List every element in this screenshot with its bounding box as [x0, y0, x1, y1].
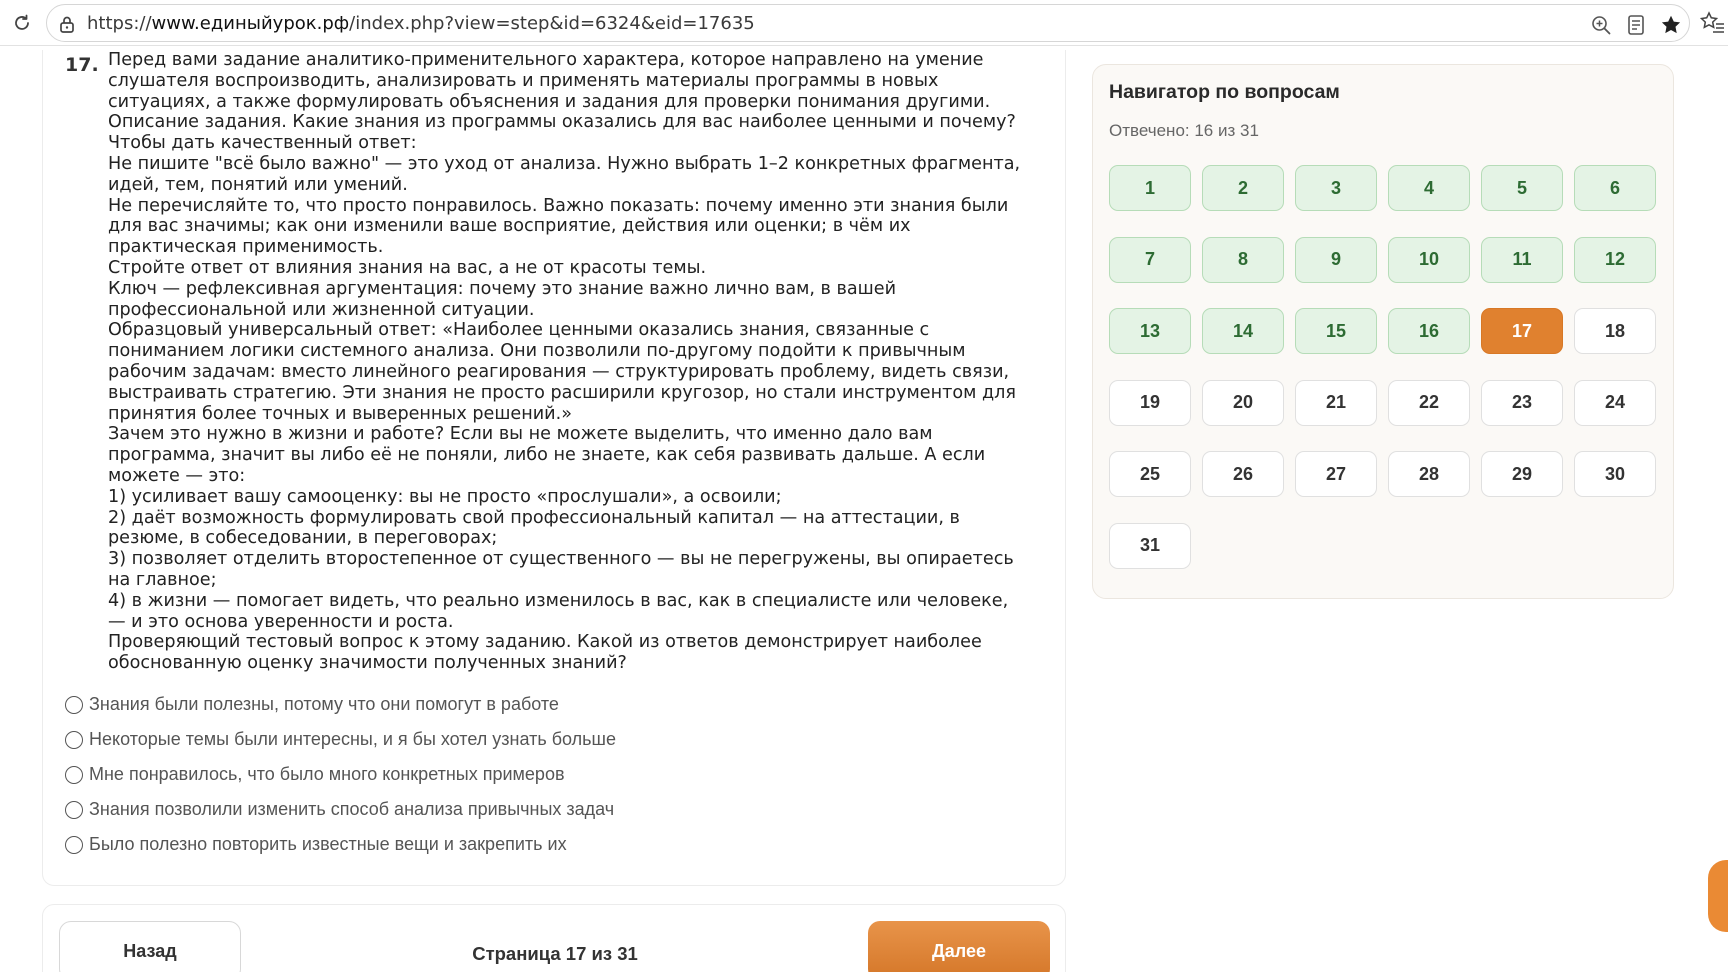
question-nav-button-16[interactable]: 16 [1388, 308, 1470, 354]
back-button[interactable]: Назад [59, 921, 241, 972]
question-text-line: рабочим задачам: вместо линейного реагирования — структурировать проблему, видеть связи, [108, 361, 1010, 382]
question-nav-button-8[interactable]: 8 [1202, 237, 1284, 283]
answer-option[interactable] [65, 722, 1045, 757]
question-nav-button-28[interactable]: 28 [1388, 451, 1470, 497]
url-text[interactable] [87, 5, 755, 43]
question-text-line: выстраивать стратегию. Эти знания не просто расширили кругозор, но стали инструментом для [108, 382, 1016, 403]
question-text-line: Не перечисляйте то, что просто понравилось. Важно показать: почему именно эти знания были [108, 195, 1009, 216]
question-nav-button-4[interactable]: 4 [1388, 165, 1470, 211]
question-nav-button-17[interactable]: 17 [1481, 308, 1563, 354]
question-text-line: Проверяющий тестовый вопрос к этому заданию. Какой из ответов демонстрирует наиболее [108, 632, 982, 653]
answer-options [65, 687, 1045, 862]
question-text-line: Описание задания. Какие знания из программы оказались для вас наиболее ценными и почему? [108, 112, 1016, 133]
question-nav-button-10[interactable]: 10 [1388, 237, 1470, 283]
answer-option[interactable] [65, 827, 1045, 862]
question-nav-button-9[interactable]: 9 [1295, 237, 1377, 283]
address-bar[interactable] [46, 4, 1690, 42]
answer-option[interactable] [65, 792, 1045, 827]
question-text-line: практическая применимость. [108, 237, 384, 258]
question-text-line: Чтобы дать качественный ответ: [108, 133, 417, 154]
navigator-title: Навигатор по вопросам [1109, 81, 1340, 103]
question-text-line: 3) позволяет отделить второстепенное от существенного — вы не перегружены, вы опираетесь [108, 549, 1014, 570]
question-nav-button-20[interactable]: 20 [1202, 380, 1284, 426]
question-nav-button-3[interactable]: 3 [1295, 165, 1377, 211]
question-nav-button-13[interactable]: 13 [1109, 308, 1191, 354]
question-nav-button-7[interactable]: 7 [1109, 237, 1191, 283]
question-text-line: 4) в жизни — помогает видеть, что реально изменилось в вас, как в специалисте или человеке, [108, 590, 1009, 611]
question-nav-button-14[interactable]: 14 [1202, 308, 1284, 354]
answer-option[interactable] [65, 757, 1045, 792]
question-text-line: Стройте ответ от влияния знания на вас, а не от красоты темы. [108, 257, 707, 278]
question-text-line: обоснованную оценку значимости полученных знаний? [108, 653, 627, 674]
question-text-line: ситуациях, а также формулировать объяснения и задания для проверки понимания другими. [108, 91, 991, 112]
reader-mode-icon[interactable] [1624, 13, 1648, 37]
answer-option-label[interactable]: Мне понравилось, что было много конкретных примеров [89, 764, 565, 784]
question-text-line: 2) даёт возможность формулировать свой профессиональный капитал — на аттестации, в [108, 507, 960, 528]
question-text-line: на главное; [108, 569, 217, 590]
question-text-line: идей, тем, понятий или умений. [108, 174, 408, 195]
question-nav-button-18[interactable]: 18 [1574, 308, 1656, 354]
question-text-line: программа, значит вы либо её не поняли, либо не знаете, как себя развивать дальше. А если [108, 445, 986, 466]
question-nav-button-22[interactable]: 22 [1388, 380, 1470, 426]
question-nav-button-5[interactable]: 5 [1481, 165, 1563, 211]
question-nav-button-30[interactable]: 30 [1574, 451, 1656, 497]
question-text [108, 50, 1058, 674]
question-number: 17. [65, 54, 99, 76]
question-text-line: Зачем это нужно в жизни и работе? Если вы не можете выделить, что именно дало вам [108, 424, 933, 445]
question-text-line: можете — это: [108, 465, 246, 486]
question-text-line: Образцовый универсальный ответ: «Наиболее ценными оказались знания, связанные с [108, 320, 930, 341]
question-nav-button-27[interactable]: 27 [1295, 451, 1377, 497]
question-nav-button-26[interactable]: 26 [1202, 451, 1284, 497]
question-text-line: — и это основа уверенности и роста. [108, 611, 454, 632]
answer-radio[interactable] [65, 696, 83, 714]
question-nav-button-15[interactable]: 15 [1295, 308, 1377, 354]
question-nav-button-25[interactable]: 25 [1109, 451, 1191, 497]
browser-toolbar [0, 0, 1728, 46]
question-nav-button-2[interactable]: 2 [1202, 165, 1284, 211]
question-nav-button-11[interactable]: 11 [1481, 237, 1563, 283]
question-nav-button-29[interactable]: 29 [1481, 451, 1563, 497]
question-nav-button-1[interactable]: 1 [1109, 165, 1191, 211]
lock-icon[interactable] [57, 14, 77, 34]
favorites-list-icon[interactable] [1700, 10, 1726, 36]
question-nav-button-6[interactable]: 6 [1574, 165, 1656, 211]
question-nav-button-21[interactable]: 21 [1295, 380, 1377, 426]
question-navigator [1092, 64, 1674, 599]
reload-icon[interactable] [8, 9, 36, 37]
question-nav-button-24[interactable]: 24 [1574, 380, 1656, 426]
url-domain: www.единыйурок.рф [151, 13, 350, 34]
answer-option[interactable] [65, 687, 1045, 722]
question-text-line: Ключ — рефлексивная аргументация: почему это знание важно лично вам, в вашей [108, 278, 897, 299]
question-card [42, 50, 1066, 886]
question-nav-button-12[interactable]: 12 [1574, 237, 1656, 283]
question-text-line: принятия более точных и выверенных решений.» [108, 403, 572, 424]
url-path: /index.php?view=step&id=6324&eid=17635 [349, 13, 755, 34]
answer-radio[interactable] [65, 801, 83, 819]
question-text-line: 1) усиливает вашу самооценку: вы не просто «прослушали», а освоили; [108, 486, 782, 507]
zoom-icon[interactable] [1589, 13, 1613, 37]
answer-option-label[interactable]: Знания были полезны, потому что они помогут в работе [89, 694, 559, 714]
answer-option-label[interactable]: Было полезно повторить известные вещи и закрепить их [89, 834, 567, 854]
question-text-line: для вас значимы; как они изменили ваше восприятие, действия или оценки; в чём их [108, 216, 911, 237]
answer-option-label[interactable]: Знания позволили изменить способ анализа привычных задач [89, 799, 615, 819]
url-prefix: https:// [87, 13, 152, 34]
bookmark-star-icon[interactable] [1659, 13, 1683, 37]
question-text-line: профессиональной или жизненной ситуации. [108, 299, 535, 320]
answer-radio[interactable] [65, 731, 83, 749]
question-text-line: пониманием логики системного анализа. Они позволили по-другому подойти к привычным [108, 341, 966, 362]
answered-count: Отвечено: 16 из 31 [1109, 121, 1259, 140]
question-nav-button-23[interactable]: 23 [1481, 380, 1563, 426]
question-text-line: Перед вами задание аналитико-применительного характера, которое направлено на умение [108, 50, 984, 70]
question-text-line: резюме, в собеседовании, в переговорах; [108, 528, 498, 549]
answer-radio[interactable] [65, 766, 83, 784]
side-widget-tab[interactable] [1708, 860, 1728, 932]
question-nav-button-19[interactable]: 19 [1109, 380, 1191, 426]
question-text-line: Не пишите "всё было важно" — это уход от анализа. Нужно выбрать 1–2 конкретных фрагмента, [108, 153, 1021, 174]
question-nav-button-31[interactable]: 31 [1109, 523, 1191, 569]
page-indicator: Страница 17 из 31 [472, 943, 638, 964]
question-text-line: слушателя воспроизводить, анализировать и применять материалы программы в новых [108, 70, 939, 91]
answer-radio[interactable] [65, 836, 83, 854]
answer-option-label[interactable]: Некоторые темы были интересны, и я бы хотел узнать больше [89, 729, 616, 749]
footer-navigation [42, 904, 1066, 972]
next-button[interactable]: Далее [868, 921, 1050, 972]
